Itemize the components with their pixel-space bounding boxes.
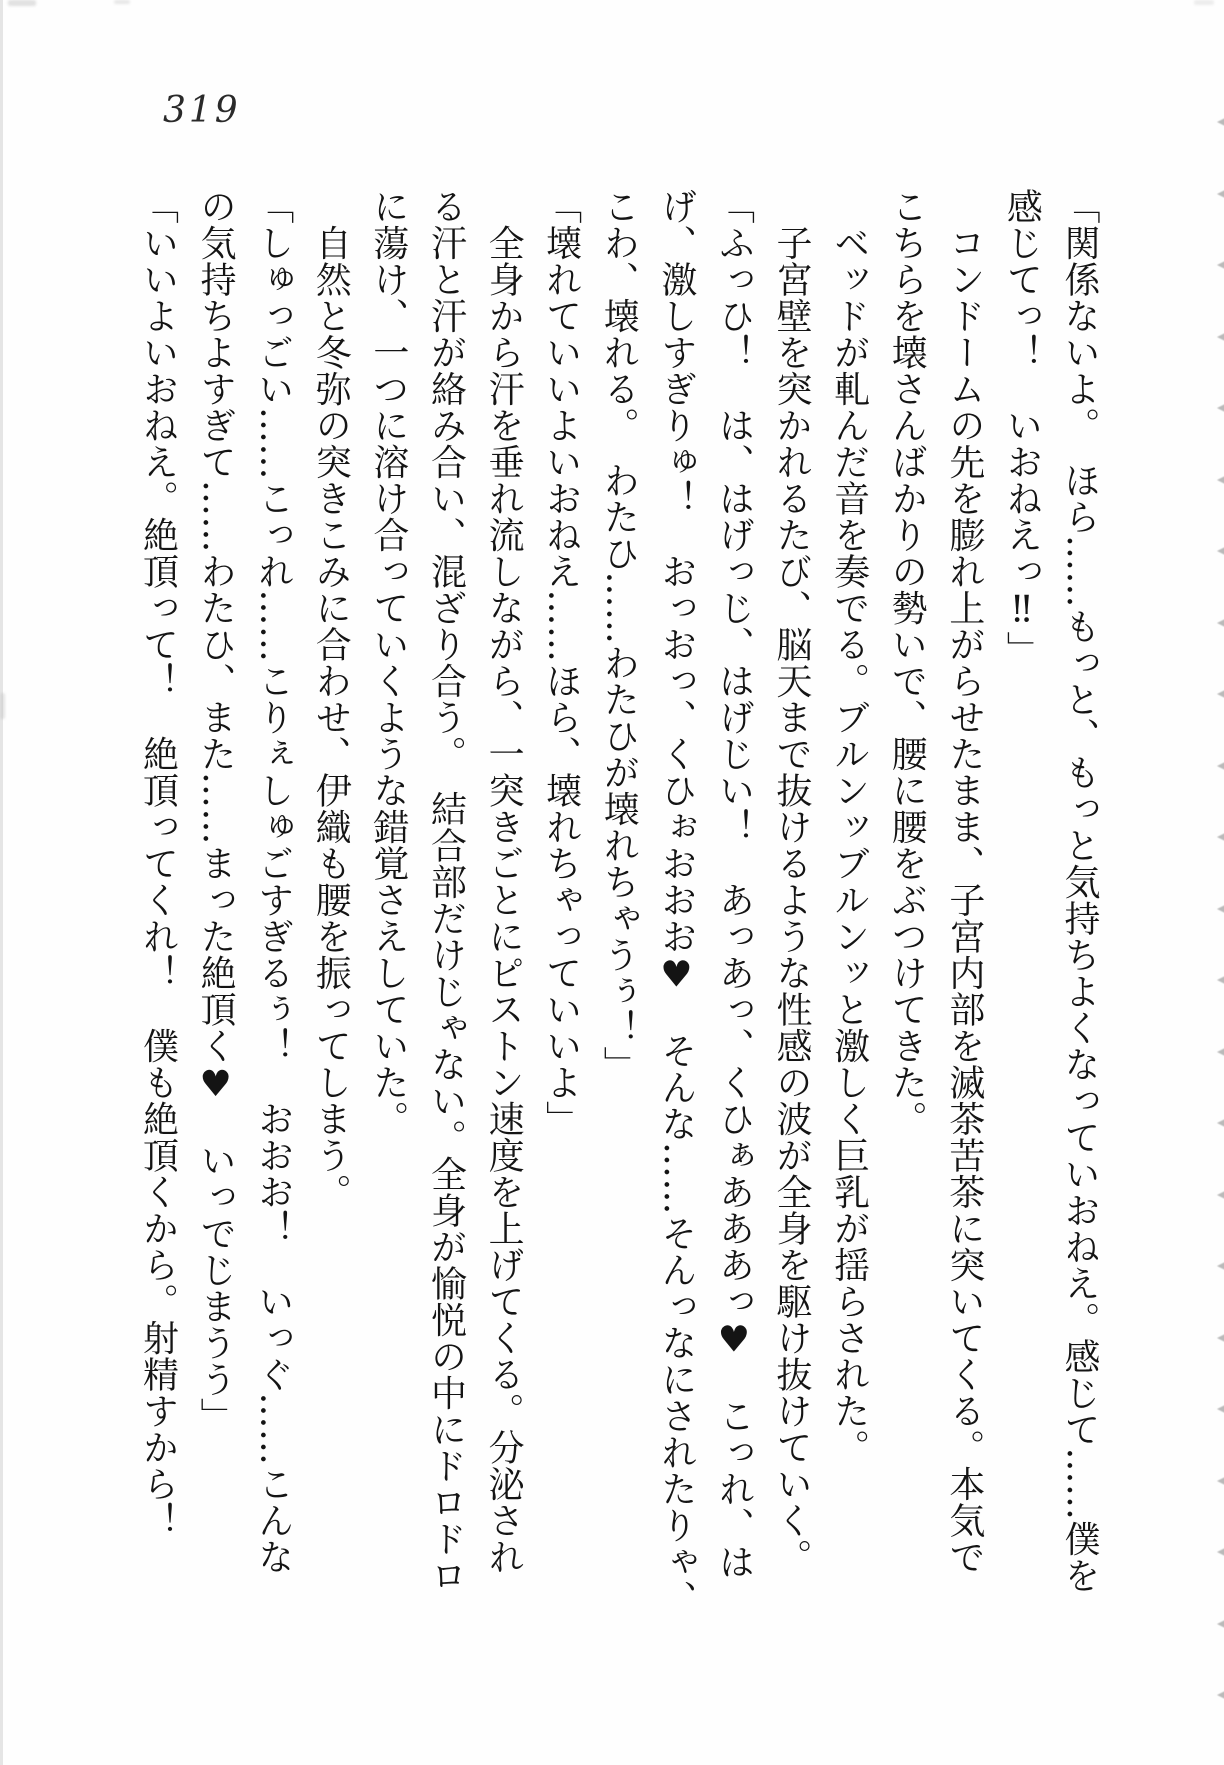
text-column: こわ、壊れる。 わたひ……わたひが壊れちゃうぅ！」 (598, 188, 640, 1083)
text-column: 全身から汗を垂れ流しながら、一突きごとにピストン速度を上げてくる。分泌され (483, 188, 525, 1575)
scan-artifact (1217, 618, 1224, 628)
text-column: コンドームの先を膨れ上がらせたまま、子宮内部を滅茶苦茶に突いてくる。本気で (943, 188, 985, 1575)
scan-artifact (1217, 1118, 1224, 1128)
vertical-text-block (129, 188, 1108, 1626)
text-column: げ、激しすぎりゅ！ おっおっ、くひぉおおお♥ そんな……そんっなにされたりゃ、 (655, 188, 697, 1617)
text-column: 「関係ないよ。 ほら……もっと、もっと気持ちよくなっていおねえ。感じて……僕を (1059, 188, 1100, 1594)
scan-smudge (114, 0, 130, 4)
scan-artifact (1217, 1404, 1224, 1414)
scan-artifact (1217, 832, 1224, 842)
text-column: 自然と冬弥の突きこみに合わせ、伊織も腰を振ってしまう。 (310, 188, 352, 1210)
scan-artifact (1217, 904, 1224, 914)
scan-artifact (1217, 546, 1224, 556)
scan-artifact (1217, 332, 1224, 342)
scan-artifact (1217, 1190, 1224, 1200)
scan-artifact (1217, 1333, 1224, 1343)
page-edge-shadow (0, 0, 3, 1765)
text-column: ベッドが軋んだ音を奏でる。ブルンッブルンッと激しく巨乳が揺らされた。 (828, 188, 870, 1466)
scan-artifact (1217, 189, 1224, 199)
text-column: 「壊れていいよいおねえ……ほら、壊れちゃっていいよ」 (540, 188, 582, 1137)
scan-artifact (1217, 689, 1224, 699)
scan-artifact (1217, 403, 1224, 413)
scan-smudge (8, 0, 36, 6)
text-column: 「ふっひ！ は、はげっじ、はげじい！ あっあっ、くひぁあああっ♥ こっれ、は (713, 188, 755, 1580)
scan-artifact (1217, 475, 1224, 485)
scan-artifact (1217, 1690, 1224, 1700)
scan-artifact (1217, 117, 1224, 127)
scan-artifact (1217, 975, 1224, 985)
text-column: 「しゅっごい……こっれ……こりぇしゅごすぎるぅ！ おおお！ いっぐ……こんな (252, 188, 294, 1575)
scan-artifact (1217, 1547, 1224, 1557)
scan-artifact (1217, 761, 1224, 771)
scan-artifact (1217, 1619, 1224, 1629)
text-column: る汗と汗が絡み合い、混ざり合う。 結合部だけじゃない。全身が愉悦の中にドロドロ (425, 188, 467, 1594)
text-column: 感じてっ！ いおねえっ‼」 (1001, 188, 1043, 668)
scan-artifact (1217, 1476, 1224, 1486)
text-column: の気持ちよすぎて……わたひ、また……まった絶頂く♥ いっでじまうう」 (195, 188, 237, 1434)
text-column: に蕩け、一つに溶け合っていくような錯覚さえしていた。 (367, 188, 409, 1137)
scan-smudge (0, 693, 5, 719)
scan-artifact (1217, 260, 1224, 270)
scan-artifact (1217, 1261, 1224, 1271)
scan-artifact (1217, 1047, 1224, 1057)
page-number: 319 (163, 90, 241, 131)
text-column: 「いいよいおねえ。絶頂って！ 絶頂ってくれ！ 僕も絶頂くから。射精すから！ (137, 188, 179, 1539)
text-column: こちらを壊さんばかりの勢いで、腰に腰をぶつけてきた。 (886, 188, 928, 1137)
scan-smudge (1194, 0, 1214, 5)
text-column: 子宮壁を突かれるたび、脳天まで抜けるような性感の波が全身を駆け抜けていく。 (771, 188, 813, 1575)
